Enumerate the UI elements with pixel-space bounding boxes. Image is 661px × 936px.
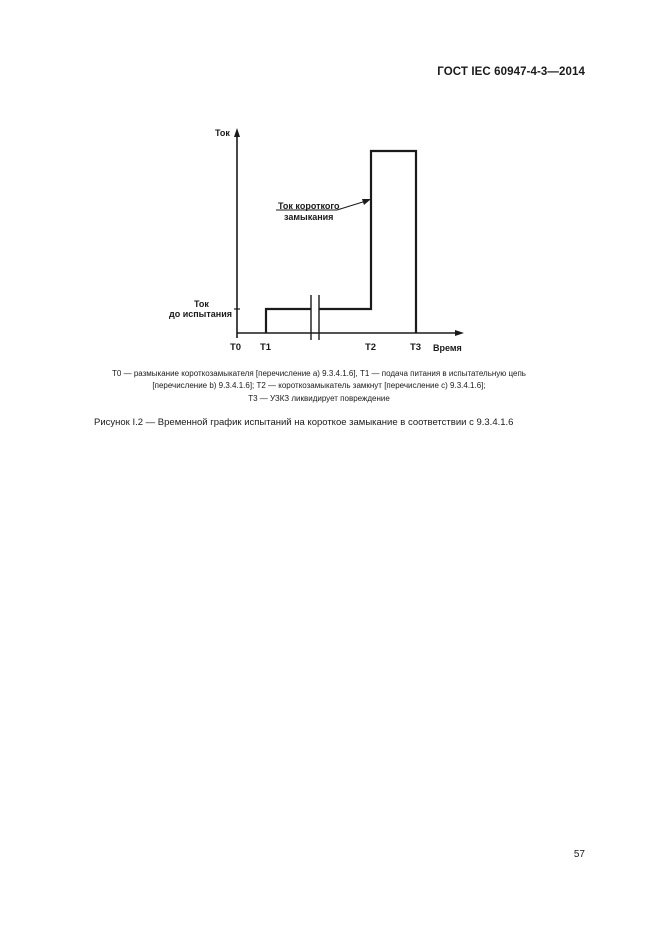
tick-t3: T3 [410, 342, 422, 353]
legend-line: [перечисление b) 9.3.4.1.6]; T2 — короткозамыкатель замкнут [перечисление c) 9.3.4.1.6]; [152, 381, 486, 391]
sc-label-leader [337, 201, 366, 210]
test-label-line2: до испытания [169, 309, 233, 319]
tick-t1: T1 [260, 342, 272, 353]
page-number: 57 [573, 849, 585, 860]
figure-legend [84, 368, 554, 405]
sc-label-line1: Ток короткого [278, 201, 340, 211]
current-trace-post [319, 151, 416, 333]
document-header: ГОСТ IEC 60947-4-3—2014 [437, 66, 585, 78]
tick-t2: T2 [365, 342, 377, 353]
test-timing-figure [0, 0, 661, 380]
x-axis-label: Время [433, 343, 462, 353]
legend-line: T3 — УЗКЗ ликвидирует повреждение [248, 393, 390, 403]
sc-label-arrowhead [362, 199, 371, 205]
current-trace-pre [266, 309, 311, 333]
tick-t0: T0 [230, 342, 242, 353]
x-axis-arrow [455, 330, 464, 336]
legend-line: T0 — размыкание короткозамыкателя [перечисление a) 9.3.4.1.6], T1 — подача питания в испытательную цепь [112, 369, 526, 378]
timing-chart-svg [0, 0, 661, 380]
test-label-line1: Ток [194, 299, 209, 309]
sc-label-line2: замыкания [284, 212, 334, 222]
figure-caption: Рисунок I.2 — Временной график испытаний на короткое замыкание в соответствии с 9.3.4.1.6 [94, 417, 514, 428]
y-axis-arrow [234, 128, 240, 137]
y-axis-label: Ток [215, 128, 230, 138]
